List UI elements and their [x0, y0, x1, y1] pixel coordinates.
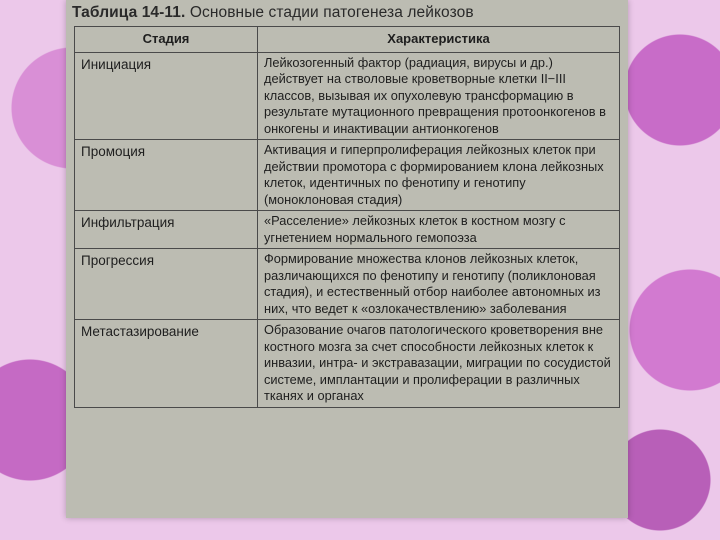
header-characteristic: Характеристика [258, 27, 620, 53]
table-row [75, 211, 620, 249]
stage-cell: Промоция [75, 140, 258, 211]
table-row [75, 52, 620, 140]
caption-title: Основные стадии патогенеза лейкозов [185, 4, 474, 21]
stage-cell: Инициация [75, 52, 258, 140]
description-cell: Активация и гиперпролиферация лейкозных клеток при действии промотора с формированием клона лейкозных клеток, идентичных по фенотипу и генотипу (моноклоновая стадия) [258, 140, 620, 211]
caption-label: Таблица 14-11. [72, 4, 186, 21]
table-row [75, 140, 620, 211]
header-row [75, 27, 620, 53]
stage-cell: Метастазирование [75, 320, 258, 408]
description-cell: Лейкозогенный фактор (радиация, вирусы и др.) действует на стволовые кроветворные клетки II−III классов, вызывая их опухолевую трансформацию в результате мутационного превращения протоонкогенов в онкогены и инактивации антионкогенов [258, 52, 620, 140]
description-cell: «Расселение» лейкозных клеток в костном мозгу с угнетением нормального гемопоэза [258, 211, 620, 249]
stage-cell: Прогрессия [75, 249, 258, 320]
table-caption [72, 4, 474, 22]
description-cell: Формирование множества клонов лейкозных клеток, различающихся по фенотипу и генотипу (поликлоновая стадия), и естественный отбор наиболее автономных из них, что ведет к «озлокачествлению» заболевания [258, 249, 620, 320]
table-row [75, 320, 620, 408]
header-stage: Стадия [75, 27, 258, 53]
description-cell: Образование очагов патологического кроветворения вне костного мозга за счет способности лейкозных клеток к инвазии, интра- и экстравазации, миграции по сосудистой системе, имплантации и пролиферации в различных тканях и органах [258, 320, 620, 408]
table-photo [66, 0, 628, 518]
table-row [75, 249, 620, 320]
stages-table [74, 26, 620, 408]
stage-cell: Инфильтрация [75, 211, 258, 249]
